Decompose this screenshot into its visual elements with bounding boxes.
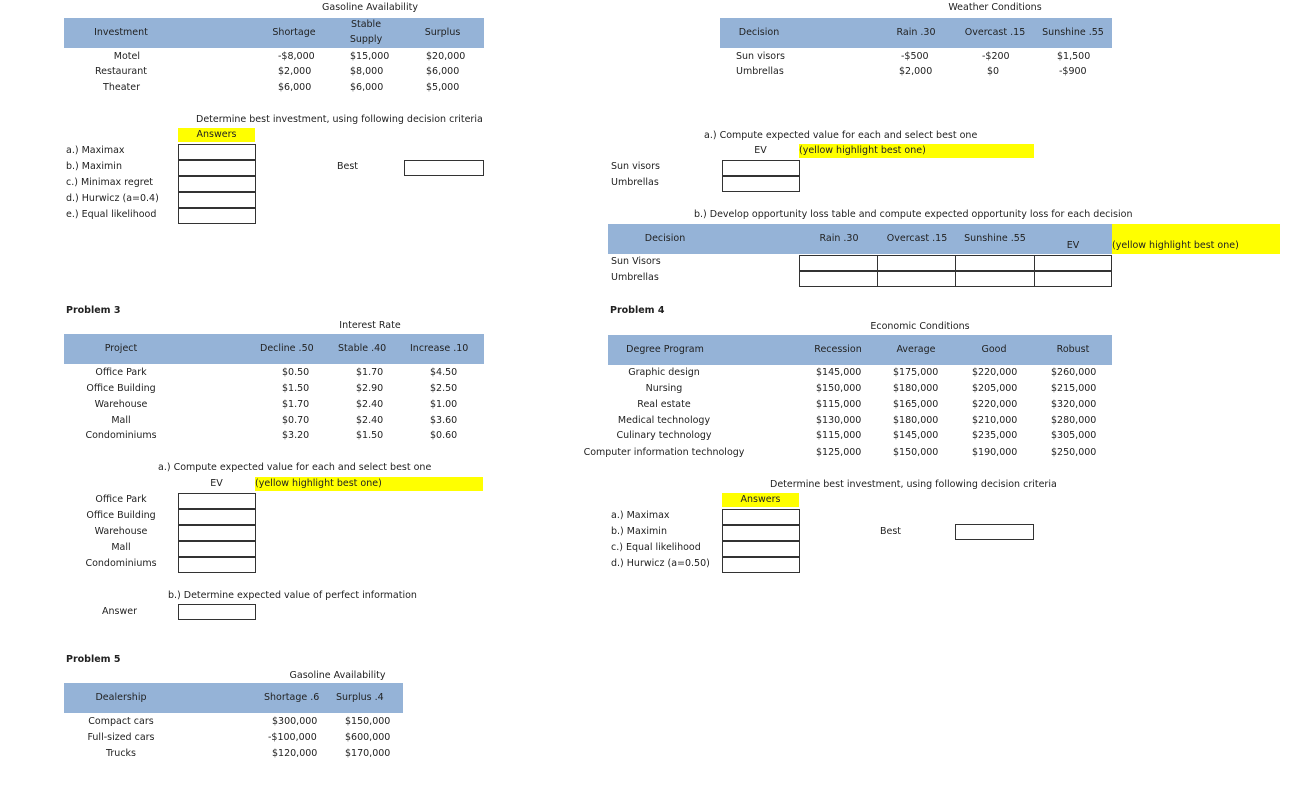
p4-row-label: Culinary technology	[616, 430, 712, 441]
p2-a-row-label: Umbrellas	[611, 177, 659, 188]
p2-cell: -$200	[982, 51, 1010, 62]
p4-cell: $125,000	[816, 447, 862, 458]
p4-cell: $210,000	[972, 415, 1018, 426]
p2-ev-input[interactable]	[722, 160, 800, 176]
p2-loss-input[interactable]	[955, 255, 1035, 271]
p2-b-header-rain: Rain .30	[819, 233, 859, 244]
p3-a-row-label: Office Park	[95, 494, 147, 505]
p3-a-row-label: Warehouse	[94, 526, 148, 537]
p2-loss-input[interactable]	[1034, 271, 1112, 287]
p2-cell: $1,500	[1057, 51, 1091, 62]
p5-header-dealership: Dealership	[95, 692, 147, 703]
p4-cell: $190,000	[972, 447, 1018, 458]
p4-cell: $180,000	[893, 383, 939, 394]
p4-cell: $150,000	[816, 383, 862, 394]
p5-row-label: Trucks	[105, 748, 136, 759]
p1-cell: $5,000	[426, 82, 460, 93]
p4-header-recession: Recession	[814, 344, 862, 355]
p3-title: Problem 3	[66, 305, 121, 316]
p4-answers-label: Answers	[722, 493, 799, 507]
p5-cell: $150,000	[345, 716, 391, 727]
p1-cell: $20,000	[426, 51, 466, 62]
p3-cell: $2.40	[356, 399, 384, 410]
p2-a-row-label: Sun visors	[611, 161, 660, 172]
p2-b-row-label: Sun Visors	[611, 256, 661, 267]
p5-row-label: Full-sized cars	[87, 732, 155, 743]
p1-best-input[interactable]	[404, 160, 484, 176]
p3-cell: $3.60	[430, 415, 458, 426]
p2-cell: -$500	[901, 51, 929, 62]
p2-row-label: Umbrellas	[736, 66, 784, 77]
p1-best-label: Best	[337, 161, 359, 172]
p3-ev-input[interactable]	[178, 509, 256, 525]
p5-cell: $120,000	[272, 748, 318, 759]
p2-group-label: Weather Conditions	[948, 2, 1042, 13]
p4-cell: $115,000	[816, 430, 862, 441]
p2-b-row-label: Umbrellas	[611, 272, 659, 283]
p3-header-project: Project	[104, 343, 138, 354]
p1-header-surplus: Surplus	[424, 27, 461, 38]
p2-header-rain: Rain .30	[896, 27, 936, 38]
p3-a-row-label: Condominiums	[85, 558, 157, 569]
p3-row-label: Office Building	[86, 383, 156, 394]
p4-answer-input[interactable]	[722, 509, 800, 525]
p2-ev-input[interactable]	[722, 176, 800, 192]
p3-ev-label: EV	[210, 478, 223, 489]
p2-cell: $2,000	[899, 66, 933, 77]
p2-loss-input[interactable]	[1034, 255, 1112, 271]
p1-answer-input[interactable]	[178, 144, 256, 160]
p2-loss-input[interactable]	[877, 255, 956, 271]
p3-cell: $0.70	[282, 415, 310, 426]
p1-group-label: Gasoline Availability	[322, 2, 418, 13]
p4-answer-input[interactable]	[722, 525, 800, 541]
p2-header-overcast: Overcast .15	[964, 27, 1026, 38]
p1-cell: $2,000	[278, 66, 312, 77]
p1-cell: $6,000	[426, 66, 460, 77]
p1-answer-input[interactable]	[178, 192, 256, 208]
p4-cell: $180,000	[893, 415, 939, 426]
p3-cell: $1.70	[282, 399, 310, 410]
p4-criterion: b.) Maximin	[611, 526, 667, 537]
p4-row-label: Medical technology	[617, 415, 711, 426]
p2-loss-input[interactable]	[877, 271, 956, 287]
p3-ev-input[interactable]	[178, 557, 256, 573]
p2-header-sunshine: Sunshine .55	[1042, 27, 1104, 38]
p1-row-label: Theater	[103, 82, 140, 93]
p1-criterion: d.) Hurwicz (a=0.4)	[66, 193, 159, 204]
p3-row-label: Office Park	[95, 367, 147, 378]
p4-cell: $205,000	[972, 383, 1018, 394]
p3-group-label: Interest Rate	[339, 320, 401, 331]
p3-b-instruction: b.) Determine expected value of perfect information	[168, 590, 417, 601]
p4-cell: $175,000	[893, 367, 939, 378]
p4-row-label: Real estate	[637, 399, 691, 410]
p1-cell: $6,000	[278, 82, 312, 93]
p3-cell: $3.20	[282, 430, 310, 441]
p4-cell: $145,000	[893, 430, 939, 441]
p1-cell: $8,000	[350, 66, 384, 77]
p2-header-decision: Decision	[738, 27, 780, 38]
p2-b-header-decision: Decision	[644, 233, 686, 244]
p1-cell: $6,000	[350, 82, 384, 93]
p5-cell: $600,000	[345, 732, 391, 743]
p3-a-instruction: a.) Compute expected value for each and select best one	[158, 462, 432, 473]
p4-cell: $130,000	[816, 415, 862, 426]
p4-cell: $320,000	[1051, 399, 1097, 410]
p1-criterion: a.) Maximax	[66, 145, 125, 156]
p2-b-header-ev: EV	[1066, 240, 1080, 251]
p2-ev-label: EV	[754, 145, 767, 156]
p3-cell: $1.50	[356, 430, 384, 441]
p1-header-stable-1: Stable	[350, 19, 382, 30]
p3-highlight-note: (yellow highlight best one)	[255, 477, 483, 491]
p5-cell: $170,000	[345, 748, 391, 759]
p3-row-label: Condominiums	[85, 430, 157, 441]
p3-cell: $0.60	[430, 430, 458, 441]
p3-header-increase: Increase .10	[410, 343, 469, 354]
p4-row-label: Computer information technology	[583, 447, 745, 458]
p4-cell: $215,000	[1051, 383, 1097, 394]
p4-criterion: c.) Equal likelihood	[611, 542, 701, 553]
p4-cell: $260,000	[1051, 367, 1097, 378]
p1-header-investment: Investment	[94, 27, 148, 38]
p4-criterion: d.) Hurwicz (a=0.50)	[611, 558, 710, 569]
p3-header-stable: Stable .40	[338, 343, 387, 354]
p1-criterion: b.) Maximin	[66, 161, 122, 172]
p4-cell: $305,000	[1051, 430, 1097, 441]
p1-instruction: Determine best investment, using following decision criteria	[196, 114, 483, 125]
p3-ev-input[interactable]	[178, 525, 256, 541]
p3-cell: $2.50	[430, 383, 458, 394]
p4-answer-input[interactable]	[722, 557, 800, 573]
p4-header-good: Good	[981, 344, 1007, 355]
p5-group-label: Gasoline Availability	[289, 670, 386, 681]
p2-b-highlight-note: (yellow highlight best one)	[1112, 224, 1280, 254]
p4-cell: $150,000	[893, 447, 939, 458]
p3-row-label: Mall	[111, 415, 131, 426]
p4-criterion: a.) Maximax	[611, 510, 670, 521]
p4-header-robust: Robust	[1056, 344, 1090, 355]
p2-b-header-sunshine: Sunshine .55	[964, 233, 1026, 244]
p4-cell: $280,000	[1051, 415, 1097, 426]
p3-ev-input[interactable]	[178, 541, 256, 557]
p4-cell: $220,000	[972, 367, 1018, 378]
p2-highlight-note: (yellow highlight best one)	[799, 144, 1034, 158]
p1-answer-input[interactable]	[178, 160, 256, 176]
p2-loss-input[interactable]	[799, 255, 878, 271]
p3-cell: $0.50	[282, 367, 310, 378]
p5-row-label: Compact cars	[88, 716, 154, 727]
p5-cell: $300,000	[272, 716, 318, 727]
p4-row-label: Graphic design	[628, 367, 700, 378]
p4-row-label: Nursing	[645, 383, 683, 394]
p4-cell: $250,000	[1051, 447, 1097, 458]
p3-a-row-label: Office Building	[86, 510, 156, 521]
p3-header-decline: Decline .50	[260, 343, 314, 354]
p1-criterion: e.) Equal likelihood	[66, 209, 157, 220]
p3-cell: $2.40	[356, 415, 384, 426]
p3-cell: $2.90	[356, 383, 384, 394]
p2-a-instruction: a.) Compute expected value for each and select best one	[704, 130, 978, 141]
p4-cell: $220,000	[972, 399, 1018, 410]
p4-cell: $235,000	[972, 430, 1018, 441]
p3-evpi-input[interactable]	[178, 604, 256, 620]
p4-best-input[interactable]	[955, 524, 1034, 540]
p1-header-shortage: Shortage	[272, 27, 316, 38]
p1-cell: -$8,000	[278, 51, 315, 62]
p2-cell: -$900	[1059, 66, 1087, 77]
p4-cell: $165,000	[893, 399, 939, 410]
p1-answer-input[interactable]	[178, 208, 256, 224]
p3-a-row-label: Mall	[111, 542, 131, 553]
p4-cell: $115,000	[816, 399, 862, 410]
p5-header-surplus: Surplus .4	[336, 692, 384, 703]
p3-cell: $4.50	[430, 367, 458, 378]
p4-best-label: Best	[880, 526, 902, 537]
p3-cell: $1.00	[430, 399, 458, 410]
p3-cell: $1.70	[356, 367, 384, 378]
p1-cell: $15,000	[350, 51, 390, 62]
p1-answer-input[interactable]	[178, 176, 256, 192]
p3-row-label: Warehouse	[94, 399, 148, 410]
p1-answers-label: Answers	[178, 128, 255, 142]
p5-header-shortage: Shortage .6	[264, 692, 320, 703]
p3-ev-input[interactable]	[178, 493, 256, 509]
p4-title: Problem 4	[610, 305, 665, 316]
p2-row-label: Sun visors	[736, 51, 785, 62]
p4-answer-input[interactable]	[722, 541, 800, 557]
p5-cell: -$100,000	[268, 732, 317, 743]
p2-loss-input[interactable]	[955, 271, 1035, 287]
p4-group-label: Economic Conditions	[870, 321, 970, 332]
p1-header-stable-2: Supply	[349, 34, 383, 45]
p1-row-label: Motel	[113, 51, 140, 62]
p2-cell: $0	[987, 66, 1000, 77]
p3-answer-label: Answer	[102, 606, 137, 617]
p5-title: Problem 5	[66, 654, 121, 665]
p2-b-instruction: b.) Develop opportunity loss table and compute expected opportunity loss for each decision	[694, 209, 1133, 220]
p1-criterion: c.) Minimax regret	[66, 177, 154, 188]
p2-b-header-overcast: Overcast .15	[886, 233, 948, 244]
p4-instruction: Determine best investment, using following decision criteria	[770, 479, 1057, 490]
p4-header-degree: Degree Program	[626, 344, 704, 355]
p4-cell: $145,000	[816, 367, 862, 378]
p4-header-average: Average	[896, 344, 936, 355]
p1-row-label: Restaurant	[94, 66, 147, 77]
p3-cell: $1.50	[282, 383, 310, 394]
p2-loss-input[interactable]	[799, 271, 878, 287]
